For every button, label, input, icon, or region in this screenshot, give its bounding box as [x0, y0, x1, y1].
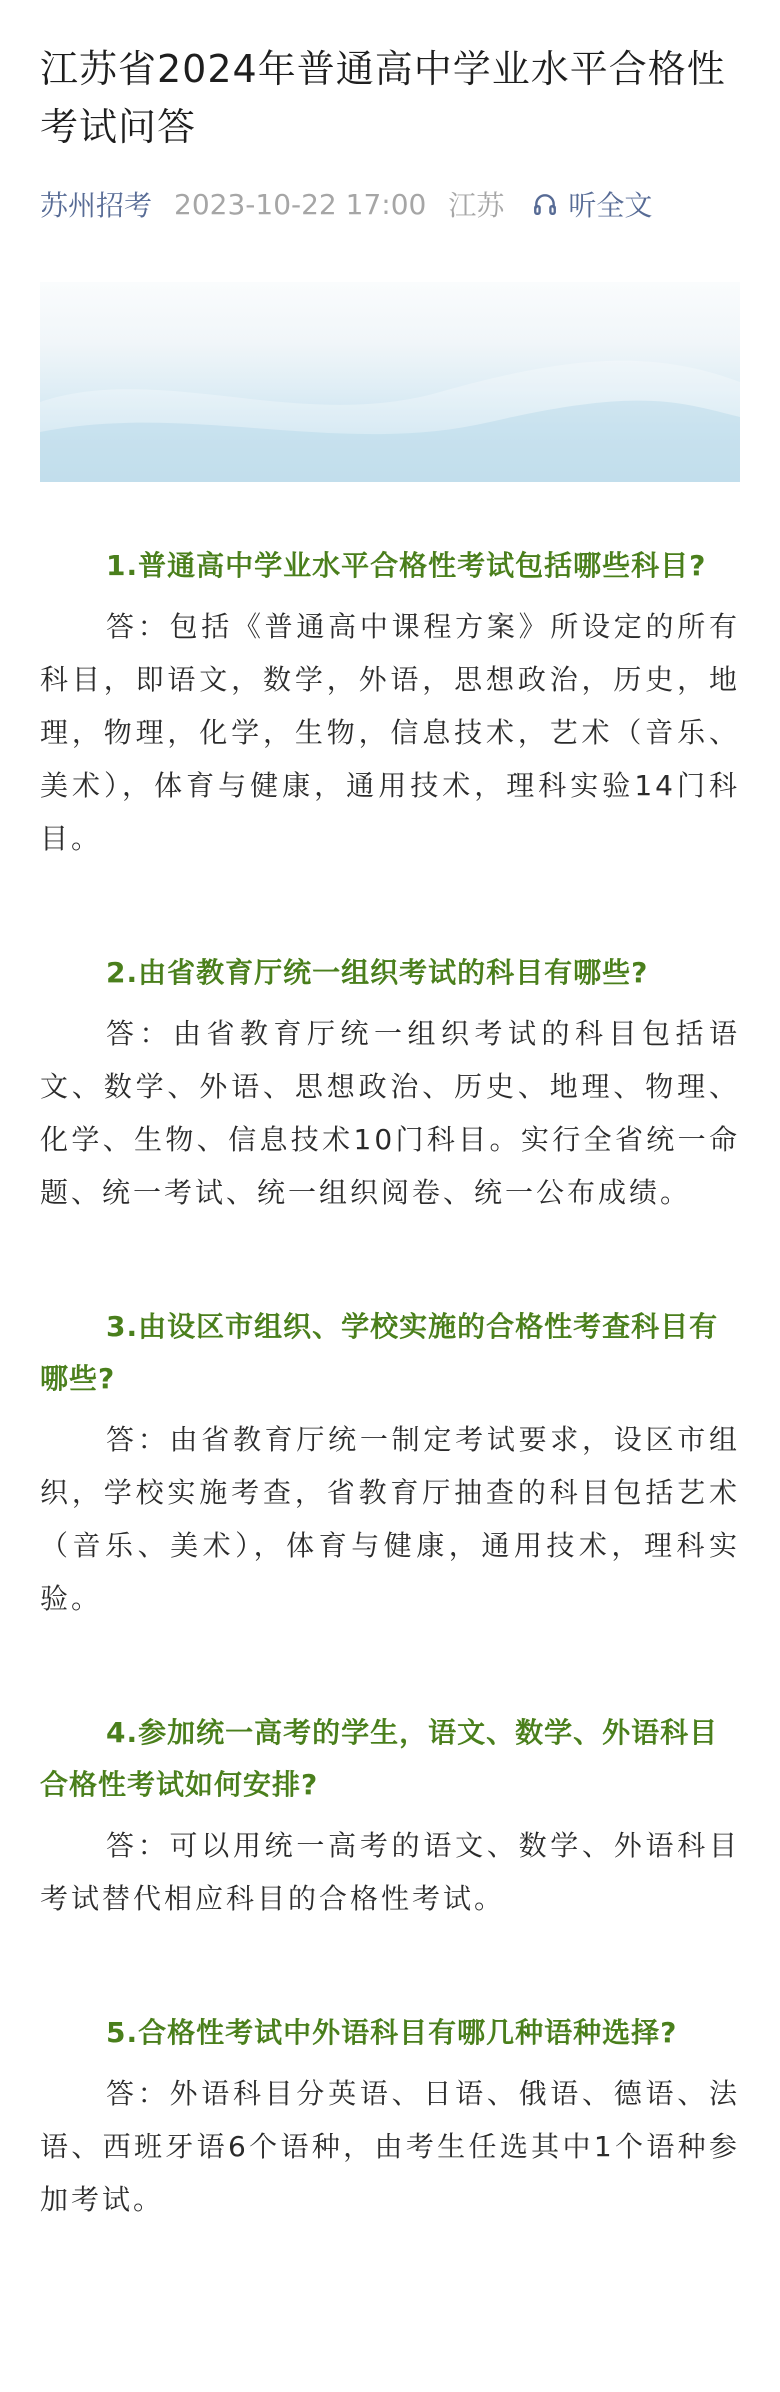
article-content	[40, 540, 740, 2226]
qa-item	[40, 1301, 740, 1625]
headphones-icon	[532, 191, 558, 217]
answer-paragraph: 答：包括《普通高中课程方案》所设定的所有科目，即语文，数学，外语，思想政治，历史，地理，物理，化学，生物，信息技术，艺术（音乐、美术），体育与健康，通用技术，理科实验14门科目。	[40, 610, 740, 855]
article-meta	[40, 182, 740, 226]
qa-item	[40, 1707, 740, 1925]
qa-item	[40, 947, 740, 1219]
question-heading: 3.由设区市组织、学校实施的合格性考查科目有哪些?	[40, 1310, 719, 1395]
answer-paragraph: 答：可以用统一高考的语文、数学、外语科目考试替代相应科目的合格性考试。	[40, 1829, 740, 1915]
answer-paragraph: 答：外语科目分英语、日语、俄语、德语、法语、西班牙语6个语种，由考生任选其中1个语种参加考试。	[40, 2077, 740, 2216]
publish-date: 2023-10-22 17:00	[174, 187, 427, 221]
qa-item	[40, 2007, 740, 2226]
account-name-link[interactable]: 苏州招考	[40, 189, 153, 222]
publish-region: 江苏	[448, 189, 505, 222]
listen-full-text-button[interactable]	[532, 184, 652, 224]
banner-wave-decoration	[40, 282, 740, 482]
question-heading: 1.普通高中学业水平合格性考试包括哪些科目?	[106, 549, 707, 582]
question-heading: 4.参加统一高考的学生，语文、数学、外语科目合格性考试如何安排?	[40, 1716, 719, 1801]
answer-paragraph: 答：由省教育厅统一制定考试要求，设区市组织，学校实施考查，省教育厅抽查的科目包括艺术（音乐、美术），体育与健康，通用技术，理科实验。	[40, 1423, 740, 1615]
article-title: 江苏省2024年普通高中学业水平合格性考试问答	[40, 47, 726, 149]
listen-label: 听全文	[568, 189, 653, 222]
answer-paragraph: 答：由省教育厅统一组织考试的科目包括语文、数学、外语、思想政治、历史、地理、物理、化学、生物、信息技术10门科目。实行全省统一命题、统一考试、统一组织阅卷、统一公布成绩。	[40, 1017, 740, 1209]
question-heading: 5.合格性考试中外语科目有哪几种语种选择?	[106, 2016, 678, 2049]
header-banner-image	[40, 282, 740, 482]
qa-item	[40, 540, 740, 865]
question-heading: 2.由省教育厅统一组织考试的科目有哪些?	[106, 956, 649, 989]
